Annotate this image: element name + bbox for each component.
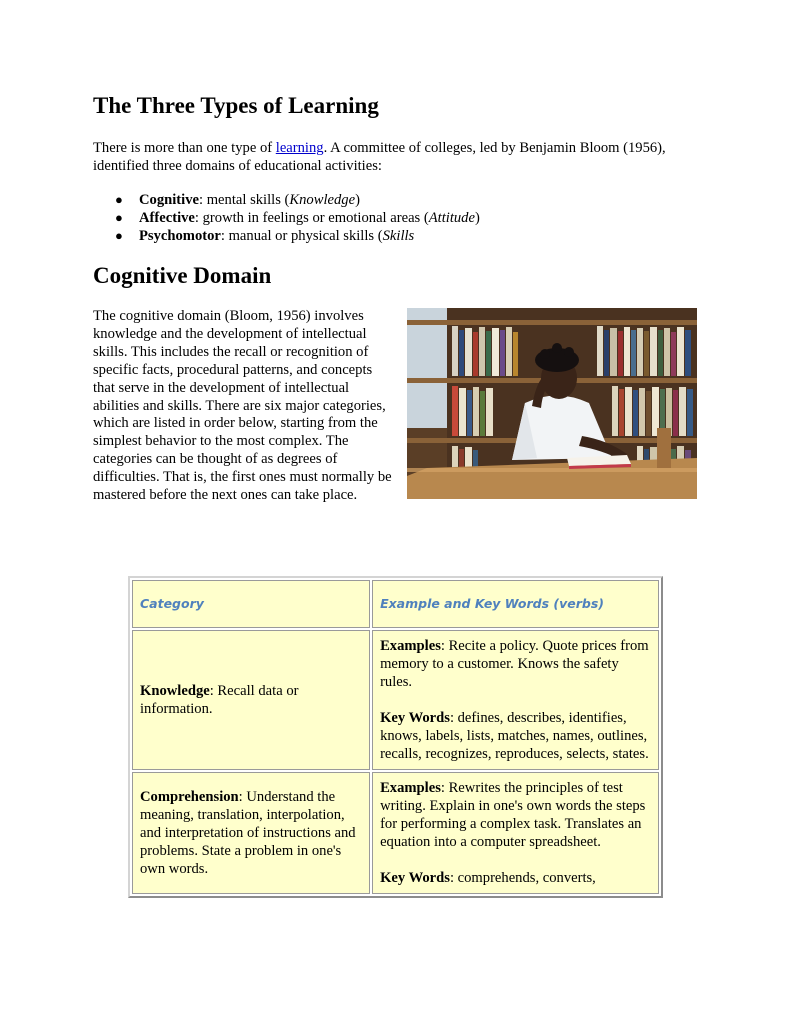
list-item [93,191,480,209]
spacer [380,851,651,869]
examples-label: Examples [380,780,441,796]
student-library-photo [407,308,697,499]
domain-keyword: Knowledge [289,192,356,208]
examples-text: : Rewrites the principles of test writing. Explain in one's own words the steps for performing a complex task. Translates an equation into a computer spreadsheet. [380,780,646,850]
cognitive-domain-paragraph: The cognitive domain (Bloom, 1956) involves knowledge and the development of intellectual skills. This includes the recall or recognition of specific facts, procedural patterns, and concepts that serve in the development of intellectual abilities and skills. There are six major categories, which are listed in order below, starting from the simplest behavior to the most complex. The categories can be thought of as degrees of difficulties. That is, the first ones must normally be mastered before the next ones can take place. [93,308,392,504]
intro-paragraph [93,139,693,175]
category-name: Knowledge [140,683,210,699]
bullet-icon: ● [115,192,123,207]
bullet-icon: ● [115,210,123,225]
examples-text: : Recite a policy. Quote prices from memory to a customer. Knows the safety rules. [380,638,649,690]
cognitive-categories-table [128,576,663,898]
category-name: Comprehension [140,789,239,805]
domain-name: Affective [139,210,195,226]
domain-keyword: Attitude [428,210,475,226]
category-description: : Understand the meaning, translation, interpolation, and interpretation of instructions and problems. State a problem in one's own words. [140,789,356,877]
examples-label: Examples [380,638,441,654]
domain-desc: : manual or physical skills ( [220,228,383,244]
table-header-cell [132,580,370,628]
keywords-text: : comprehends, converts, [449,870,596,886]
list-item [93,209,480,227]
cognitive-domain-heading: Cognitive Domain [93,263,272,288]
examples-cell [372,772,659,894]
bullet-icon: ● [115,228,123,243]
category-cell [132,630,370,770]
header-examples: Example and Key Words (verbs) [380,596,605,611]
category-cell [132,772,370,894]
spacer [380,691,651,709]
category-description: : Recall data or information. [140,683,299,717]
table-row [132,630,659,770]
table-header-cell [372,580,659,628]
domain-name: Psychomotor [139,228,221,244]
domain-keyword: Skills [382,228,415,244]
header-category: Category [140,596,204,611]
keywords-label: Key Words [380,710,450,726]
table-header-row [132,580,659,628]
keywords-label: Key Words [380,870,450,886]
page-title: The Three Types of Learning [93,93,379,118]
domain-desc: : growth in feelings or emotional areas ( [194,210,429,226]
domain-name: Cognitive [139,192,199,208]
domain-close: ) [355,192,360,208]
intro-text-before: There is more than one type of [93,140,276,156]
keywords-text: : defines, describes, identifies, knows, labels, lists, matches, names, outlines, recalls, recognizes, reproduces, selects, states. [380,710,649,762]
table-row [132,772,659,894]
student-library-illustration [407,308,697,499]
domains-list [93,191,480,245]
domain-desc: : mental skills ( [199,192,290,208]
examples-cell [372,630,659,770]
list-item [93,227,480,245]
domain-close: ) [474,210,480,226]
learning-link[interactable]: learning [275,140,324,156]
intro-text-after: . A committee of colleges, led by Benjamin Bloom (1956), identified three domains of educational activities: [93,140,666,174]
